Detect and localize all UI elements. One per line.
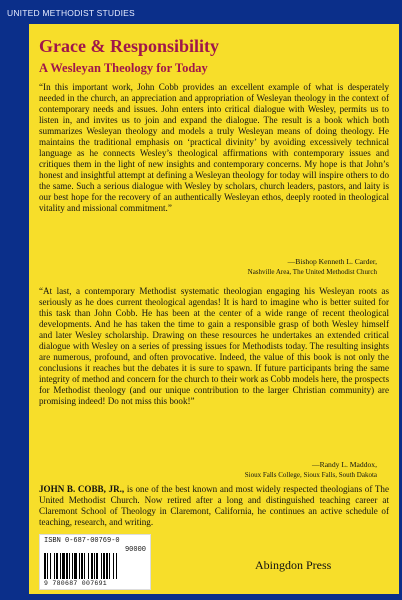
cover-panel bbox=[29, 24, 399, 594]
isbn-label: ISBN 0-687-00769-0 bbox=[44, 537, 120, 545]
book-subtitle: A Wesleyan Theology for Today bbox=[39, 61, 208, 75]
author-bio-text: is one of the best known and most widely respected theologians of The United Methodist Church. Now retired after a long and distinguished teaching career at Claremont School of Theology in Claremont, California, he continues an active schedule of teaching, research, and writing. bbox=[39, 484, 389, 527]
endorsement-quote-carder: “In this important work, John Cobb provides an excellent example of what is desperately needed in the church, an appreciation and appropriation of Wesleyan theology in the context of contemporary needs and issues. John enters into critical dialogue with Wesley, permits us to listen in, and invites us to join and expand the dialogue. The result is a book which both summarizes Wesleyan theology and models a truly Wesleyan means of doing theology. He maintains the traditional emphasis on ‘practical divinity’ by avoiding excessively technical language as he connects Wesley’s theological affirmations with contemporary issues and critiques them in the light of new insights and contemporary concerns. My hope is that John’s honest and insightful attempt at defining a Wesleyan theology for today will inspire others to do the same. Such a serious dialogue with Wesley by scholars, church leaders, pastors, and laity is our best hope for the recovery of an authentically Wesleyan ethos, deeply rooted in theological vitality and missional commitment.” bbox=[39, 82, 389, 213]
barcode-icon bbox=[44, 553, 148, 579]
attribution-affiliation: Sioux Falls College, Sioux Falls, South Dakota bbox=[244, 471, 377, 479]
endorsement-attribution-carder bbox=[248, 257, 377, 277]
price-code: 90000 bbox=[124, 546, 146, 554]
series-band bbox=[4, 6, 400, 22]
author-name: JOHN B. COBB, JR., bbox=[39, 484, 125, 494]
book-title: Grace & Responsibility bbox=[39, 36, 219, 56]
attribution-affiliation: Nashville Area, The United Methodist Church bbox=[247, 268, 377, 276]
endorsement-quote-maddox: “At last, a contemporary Methodist systematic theologian engaging his Wesleyan roots as seriously as he does current theological agendas! It is hard to imagine who is better suited for this task than John Cobb. He has been at the center of a wide range of recent theological developments. And he has taken the time to gain a responsible grasp of both Wesley himself and later Wesley scholarship. Drawing on these resources he undertakes an extended critical dialogue with Wesley on a series of pressing issues for Methodists today. The resulting insights are numerous, profound, and often provocative. Indeed, the value of this book is not only the conclusions it reaches but the debates it is sure to spawn. If future participants bring the same integrity of method and concern for the church to their work as Cobb models here, the prospects for Methodist theology (and our unique contribution to the larger Christian community) are promising indeed! Do not miss this book!” bbox=[39, 286, 389, 406]
barcode-block bbox=[39, 534, 151, 590]
attribution-author: —Bishop Kenneth L. Carder, bbox=[287, 257, 377, 266]
attribution-author: —Randy L. Maddox, bbox=[312, 460, 377, 469]
endorsement-attribution-maddox bbox=[245, 460, 377, 480]
author-bio bbox=[39, 484, 389, 528]
ean-number: 9 780687 007691 bbox=[44, 580, 108, 587]
series-label: UNITED METHODIST STUDIES bbox=[7, 8, 135, 18]
publisher-name: Abingdon Press bbox=[255, 558, 332, 572]
